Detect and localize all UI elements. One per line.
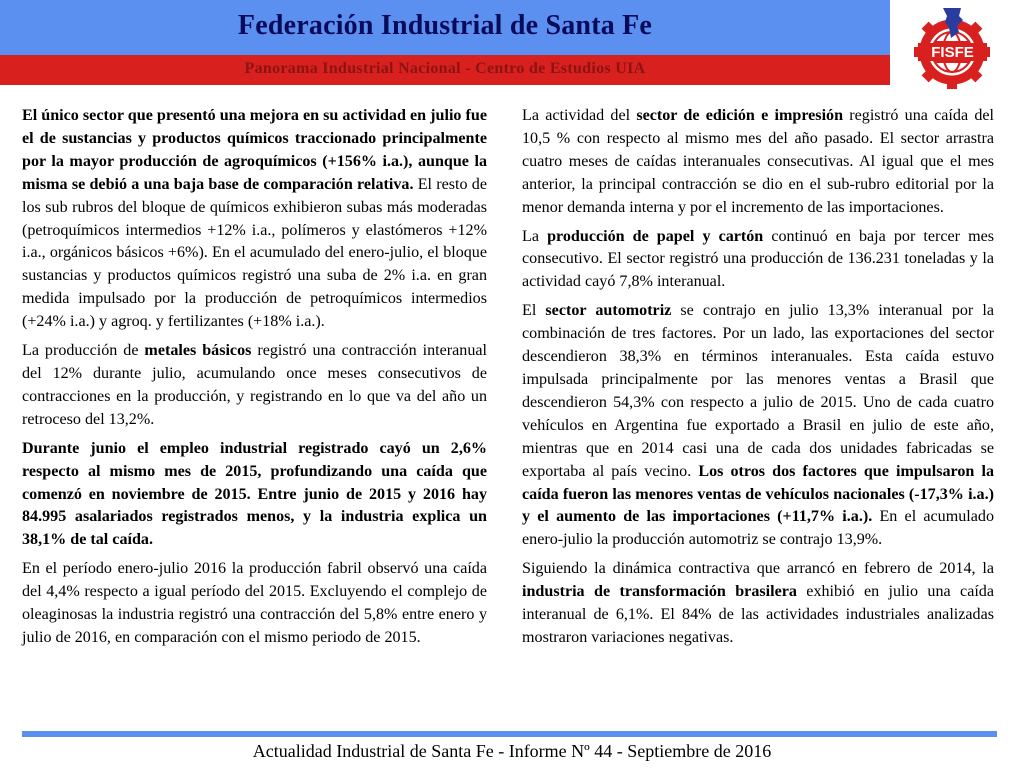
brazil-detail: exhibió en julio una caída interanual de 6,1%. El 84% de las actividades industriales analizadas mostraron variaciones negativas. <box>522 583 995 646</box>
paragraph-automotive <box>522 300 994 552</box>
logo-text: FISFE <box>931 44 974 61</box>
automotive-term: sector automotriz <box>545 302 672 320</box>
fisfe-gear-logo-icon <box>905 4 1000 89</box>
paper-term: producción de papel y cartón <box>547 227 764 245</box>
paragraph-basic-metals <box>22 340 487 432</box>
printing-intro: La actividad del <box>522 107 637 124</box>
paragraph-chemicals <box>22 105 487 334</box>
basic-metals-detail: registró una contracción interanual del 12% durante julio, acumulando once meses consecutivos de contracciones en la producción, y registrando en lo que va del año un retroceso del 13,2%. <box>22 342 487 428</box>
right-column <box>522 105 994 656</box>
paper-intro: La <box>522 227 548 245</box>
brazil-term: industria de transformación brasilera <box>522 583 797 601</box>
automotive-detail: se contrajo en julio 13,3% interanual por la combinación de tres factores. Por un lado, las exportaciones del sector descendieron 38,3% en términos interanuales. Esta caída estuvo impulsada principalmente por las menores ventas a Brasil que descendieron 54,3% con respecto a julio de 2015. Uno de cada cuatro vehículos en Argentina fue exportado a Brasil en julio de este año, mientras que en 2014 casi una de cada dos unidades fabricadas se exportaba al país vecino. <box>522 302 994 480</box>
chemicals-highlight: El único sector que presentó una mejora en su actividad en julio fue el de sustancias y productos químicos traccionado principalmente por la mayor producción de agroquímicos (+156% i.a.), aunque la misma se debió a una baja base de comparación relativa. <box>22 107 487 193</box>
paper-detail: continuó en baja por tercer mes consecutivo. El sector registró una producción de 136.231 toneladas y la actividad cayó 7,8% interanual. <box>522 227 995 291</box>
printing-term: sector de edición e impresión <box>636 107 844 124</box>
footer-text: Actualidad Industrial de Santa Fe - Informe Nº 44 - Septiembre de 2016 <box>252 741 772 761</box>
printing-detail: registró una caída del 10,5 % con respecto al mismo mes del año pasado. El sector arrastra cuatro meses de caídas interanuales consecutivas. Al igual que el mes anterior, la principal contracción se dio en el sub-rubro editorial por la menor demanda interna y por el incremento de las importaciones. <box>522 107 994 216</box>
paragraph-production-total <box>22 558 487 650</box>
basic-metals-intro: La producción de <box>22 342 145 360</box>
automotive-cumulative: En el acumulado enero-julio la producción automotriz se contrajo 13,9%. <box>522 508 994 549</box>
footer-divider <box>22 731 997 737</box>
production-total-text: En el período enero-julio 2016 la producción fabril observó una caída del 4,4% respecto a igual período del 2015. Excluyendo el complejo de oleaginosas la industria registró una contracción del 5,8% entre enero y julio de 2016, en comparación con el mismo periodo de 2015. <box>22 560 487 646</box>
paragraph-printing <box>522 105 994 220</box>
fisfe-logo <box>905 4 1000 89</box>
page-title: Federación Industrial de Santa Fe <box>237 10 653 41</box>
basic-metals-term: metales básicos <box>144 342 252 360</box>
employment-text: Durante junio el empleo industrial registrado cayó un 2,6% respecto al mismo mes de 2015, profundizando una caída que comenzó en noviembre de 2015. Entre junio de 2015 y 2016 hay 84.995 asalariados registrados menos, y la industria explica un 38,1% de tal caída. <box>22 439 487 549</box>
brazil-intro: Siguiendo la dinámica contractiva que arrancó en febrero de 2014, la <box>522 560 994 578</box>
left-column <box>22 105 487 656</box>
automotive-intro: El <box>522 302 546 320</box>
page-subtitle: Panorama Industrial Nacional - Centro de Estudios UIA <box>244 60 646 77</box>
paragraph-paper <box>522 226 994 295</box>
paragraph-brazil <box>522 558 994 650</box>
paragraph-employment <box>22 438 487 553</box>
chemicals-detail: El resto de los sub rubros del bloque de químicos exhibieron subas más moderadas (petroquímicos intermedios +12% i.a., polímeros y elastómeros +12% i.a., orgánicos básicos +6%). En el acumulado del enero-julio, el bloque sustancias y productos químicos registró una suba de 2% i.a. en gran medida impulsado por la producción de petroquímicos intermedios (+24% i.a.) y agroq. y fertilizantes (+18% i.a.). <box>22 175 487 331</box>
automotive-factors: Los otros dos factores que impulsaron la caída fueron las menores ventas de vehículos nacionales (-17,3% i.a.) y el aumento de las importaciones (+11,7% i.a.). <box>522 462 994 526</box>
